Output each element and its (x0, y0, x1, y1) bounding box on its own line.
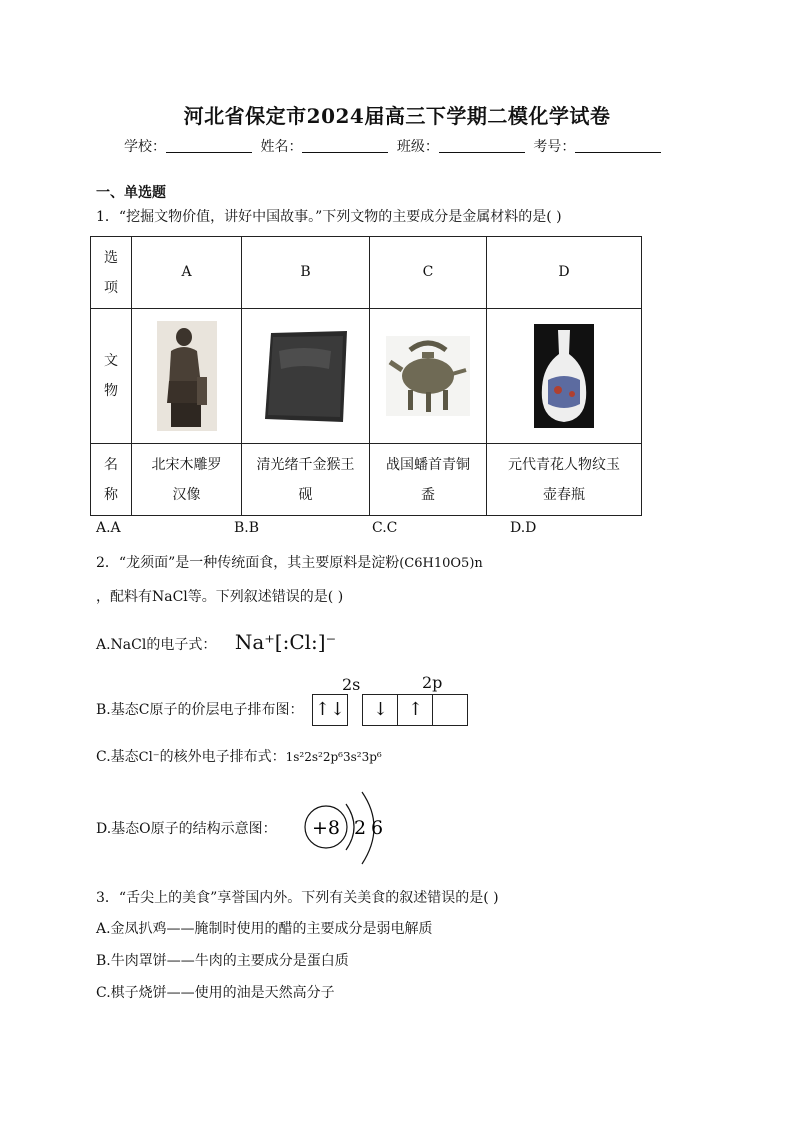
artifact-a-image (132, 309, 242, 444)
orbital-2p-box-1: ↓ (362, 694, 398, 726)
class-label: 班级： (396, 139, 439, 155)
exam-no-label: 考号： (533, 139, 576, 155)
q1-option-a[interactable]: A.A (96, 520, 121, 536)
section-title: 一、单选题 (96, 185, 166, 201)
name-d: 元代青花人物纹玉 壶春瓶 (487, 444, 642, 516)
q2-option-a[interactable]: A.NaCl的电子式： Na⁺[:Cl:]⁻ (96, 630, 337, 654)
exam-no-field[interactable] (575, 138, 661, 153)
school-field[interactable] (166, 138, 252, 153)
q3-option-c[interactable]: C.棋子烧饼——使用的油是天然高分子 (96, 985, 335, 1001)
artifact-b-image (242, 309, 370, 444)
q3-option-a[interactable]: A.金凤扒鸡——腌制时使用的醋的主要成分是弱电解质 (96, 921, 433, 937)
q1-table (90, 236, 642, 516)
name-c: 战国蟠首青铜 盉 (370, 444, 487, 516)
row-head-artifact: 文 物 (91, 309, 132, 444)
col-a: A (132, 237, 242, 309)
col-b: B (242, 237, 370, 309)
chloride-ion: Cl⁻ (138, 750, 160, 765)
electron-config: 1s²2s²2p⁶3s²3p⁶ (285, 750, 382, 764)
name-b: 清光绪千金猴王 砚 (242, 444, 370, 516)
school-label: 学校： (124, 139, 166, 155)
name-a: 北宋木雕罗 汉像 (132, 444, 242, 516)
artifact-d-image (487, 309, 642, 444)
orbital-2p-label: 2p (422, 673, 443, 692)
q2-option-d[interactable]: D.基态O原子的结构示意图： (96, 821, 277, 837)
name-field[interactable] (302, 138, 388, 153)
shell-2-count: 6 (370, 817, 384, 839)
q2-option-b[interactable]: B.基态C原子的价层电子排布图： ↑↓ ↓ ↑ (96, 694, 468, 726)
student-info (124, 136, 665, 156)
q1-option-c[interactable]: C.C (372, 520, 398, 536)
col-d: D (487, 237, 642, 309)
row-head-name: 名 称 (91, 444, 132, 516)
orbital-2s-label: 2s (342, 675, 361, 694)
q3-stem: 3．“舌尖上的美食”享誉国内外。下列有关美食的叙述错误的是( ) (96, 890, 499, 906)
q3-option-b[interactable]: B.牛肉罩饼——牛肉的主要成分是蛋白质 (96, 953, 349, 969)
q1-option-d[interactable]: D.D (510, 520, 537, 536)
col-c: C (370, 237, 487, 309)
artifact-c-image (370, 309, 487, 444)
orbital-2s-box: ↑↓ (312, 694, 348, 726)
class-field[interactable] (439, 138, 525, 153)
nucleus-charge: +8 (311, 817, 341, 839)
shell-1-count: 2 (353, 817, 367, 839)
orbital-2p-box-2: ↑ (398, 694, 433, 726)
orbital-2p-box-3 (433, 694, 468, 726)
row-head-option: 选 项 (91, 237, 132, 309)
q1-stem: 1．“挖掘文物价值，讲好中国故事。”下列文物的主要成分是金属材料的是( ) (96, 209, 562, 225)
q2-option-c[interactable]: C.基态Cl⁻的核外电子排布式：1s²2s²2p⁶3s²3p⁶ (96, 749, 382, 765)
oxygen-atom-diagram (300, 782, 390, 872)
nacl-electron-formula: Na⁺[:Cl:]⁻ (234, 630, 337, 654)
starch-formula: (C6H10O5)n (399, 556, 483, 571)
q1-option-b[interactable]: B.B (234, 520, 260, 536)
q2-stem-line2: ，配料有NaCl等。下列叙述错误的是( ) (96, 589, 344, 605)
name-label: 姓名： (260, 139, 303, 155)
q2-stem-line1: 2．“龙须面”是一种传统面食，其主要原料是淀粉(C6H10O5)n (96, 555, 483, 571)
page-title: 河北省保定市2024届高三下学期二模化学试卷 (183, 104, 611, 128)
